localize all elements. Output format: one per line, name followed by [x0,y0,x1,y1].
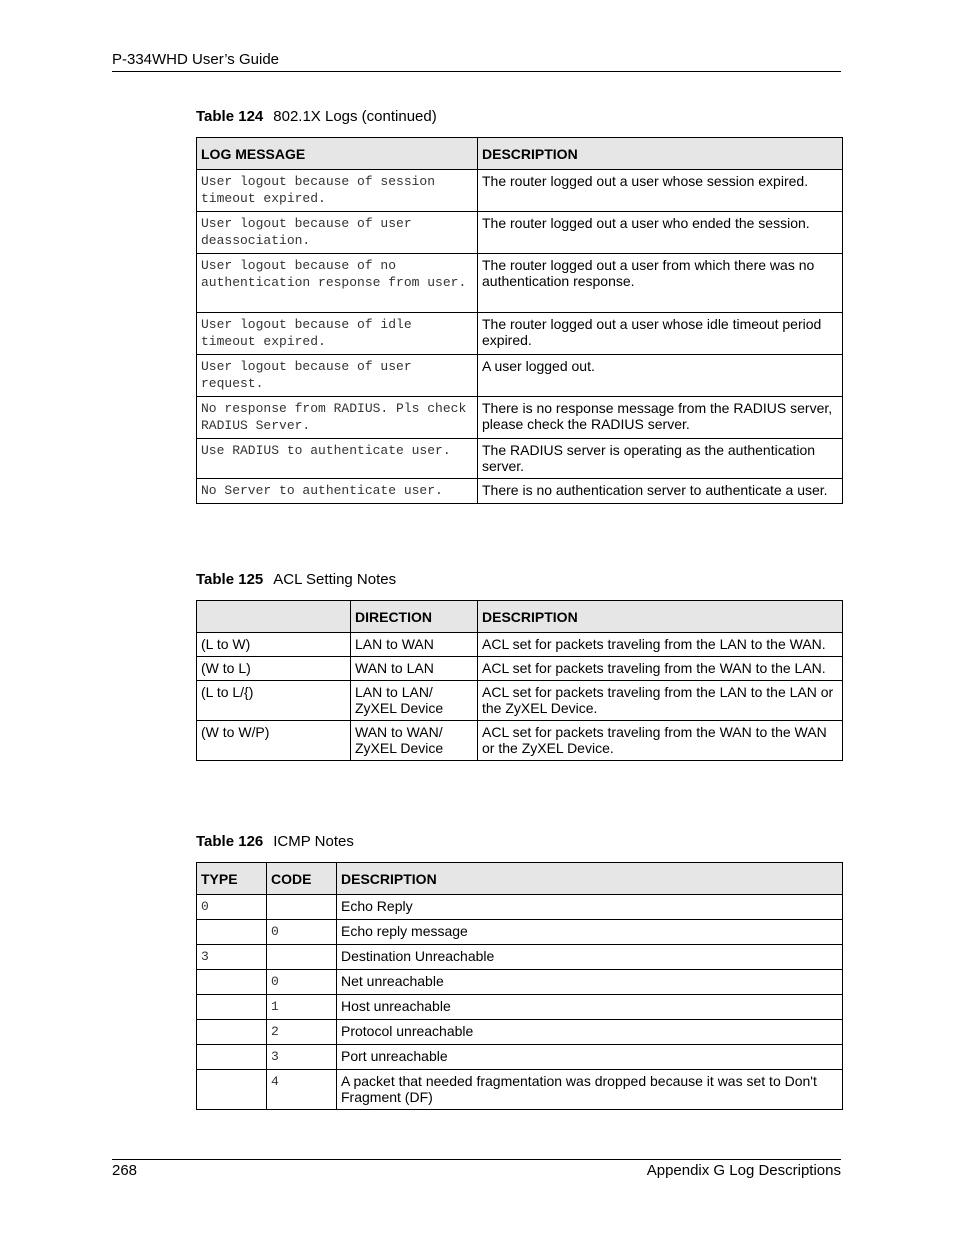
table-row [197,657,843,681]
column-header-type: TYPE [197,863,267,895]
table-header-row [197,601,843,633]
icmp-type [197,1070,267,1110]
table-126 [196,862,843,1110]
running-header: P-334WHD User’s Guide [112,51,279,68]
table-124-label: Table 124 [196,108,264,125]
log-message: No response from RADIUS. Pls check RADIUS Server. [197,397,478,439]
table-row [197,633,843,657]
table-row [197,681,843,721]
log-description: The router logged out a user from which there was no authentication response. [478,254,843,313]
icmp-code: 0 [267,920,337,945]
table-row [197,1045,843,1070]
acl-code: (L to L/{) [197,681,351,721]
icmp-description: A packet that needed fragmentation was dropped because it was set to Don't Fragment (DF) [337,1070,843,1110]
icmp-description: Protocol unreachable [337,1020,843,1045]
table-header-row [197,863,843,895]
acl-direction: LAN to WAN [351,633,478,657]
acl-description: ACL set for packets traveling from the WAN to the WAN or the ZyXEL Device. [478,721,843,761]
acl-code: (W to L) [197,657,351,681]
icmp-code [267,945,337,970]
table-row [197,439,843,479]
column-header-direction: DIRECTION [351,601,478,633]
icmp-description: Port unreachable [337,1045,843,1070]
icmp-type [197,920,267,945]
table-124 [196,137,843,504]
icmp-code: 2 [267,1020,337,1045]
icmp-code: 3 [267,1045,337,1070]
acl-description: ACL set for packets traveling from the WAN to the LAN. [478,657,843,681]
log-description: The router logged out a user who ended the session. [478,212,843,254]
log-description: There is no authentication server to authenticate a user. [478,479,843,504]
icmp-description: Host unreachable [337,995,843,1020]
table-126-caption [196,833,354,850]
column-header-description: DESCRIPTION [478,138,843,170]
log-description: The RADIUS server is operating as the authentication server. [478,439,843,479]
log-message: User logout because of user request. [197,355,478,397]
log-message: Use RADIUS to authenticate user. [197,439,478,479]
footer-rule [112,1159,841,1160]
table-124-title: 802.1X Logs (continued) [273,108,437,125]
footer-section-title: Appendix G Log Descriptions [646,1162,841,1179]
icmp-code: 4 [267,1070,337,1110]
log-description: A user logged out. [478,355,843,397]
icmp-type: 3 [197,945,267,970]
table-row [197,1070,843,1110]
icmp-code [267,895,337,920]
table-125-title: ACL Setting Notes [273,571,397,588]
icmp-description: Destination Unreachable [337,945,843,970]
column-header-description: DESCRIPTION [478,601,843,633]
log-message: User logout because of no authentication response from user. [197,254,478,313]
icmp-type [197,1045,267,1070]
icmp-code: 0 [267,970,337,995]
table-row [197,479,843,504]
table-125 [196,600,843,761]
table-row [197,397,843,439]
acl-description: ACL set for packets traveling from the LAN to the WAN. [478,633,843,657]
table-row [197,945,843,970]
acl-code: (W to W/P) [197,721,351,761]
table-126-title: ICMP Notes [273,833,354,850]
table-row [197,254,843,313]
acl-description: ACL set for packets traveling from the LAN to the LAN or the ZyXEL Device. [478,681,843,721]
table-125-caption [196,571,396,588]
table-row [197,721,843,761]
table-row [197,895,843,920]
table-125-label: Table 125 [196,571,264,588]
acl-direction: WAN to LAN [351,657,478,681]
icmp-description: Echo reply message [337,920,843,945]
table-row [197,313,843,355]
table-row [197,995,843,1020]
table-row [197,212,843,254]
log-description: There is no response message from the RADIUS server, please check the RADIUS server. [478,397,843,439]
icmp-description: Echo Reply [337,895,843,920]
column-header-blank [197,601,351,633]
page-number: 268 [112,1162,138,1179]
table-header-row [197,138,843,170]
table-row [197,920,843,945]
acl-direction: LAN to LAN/ ZyXEL Device [351,681,478,721]
column-header-log-message: LOG MESSAGE [197,138,478,170]
column-header-code: CODE [267,863,337,895]
log-description: The router logged out a user whose session expired. [478,170,843,212]
table-126-label: Table 126 [196,833,264,850]
table-row [197,170,843,212]
log-message: User logout because of session timeout expired. [197,170,478,212]
icmp-type [197,995,267,1020]
header-rule [112,71,841,72]
icmp-description: Net unreachable [337,970,843,995]
table-row [197,1020,843,1045]
icmp-type [197,970,267,995]
icmp-type [197,1020,267,1045]
column-header-description: DESCRIPTION [337,863,843,895]
acl-code: (L to W) [197,633,351,657]
icmp-code: 1 [267,995,337,1020]
log-message: User logout because of idle timeout expired. [197,313,478,355]
log-description: The router logged out a user whose idle timeout period expired. [478,313,843,355]
log-message: User logout because of user deassociation. [197,212,478,254]
table-row [197,355,843,397]
log-message: No Server to authenticate user. [197,479,478,504]
icmp-type: 0 [197,895,267,920]
table-row [197,970,843,995]
acl-direction: WAN to WAN/ ZyXEL Device [351,721,478,761]
table-124-caption [196,108,437,125]
